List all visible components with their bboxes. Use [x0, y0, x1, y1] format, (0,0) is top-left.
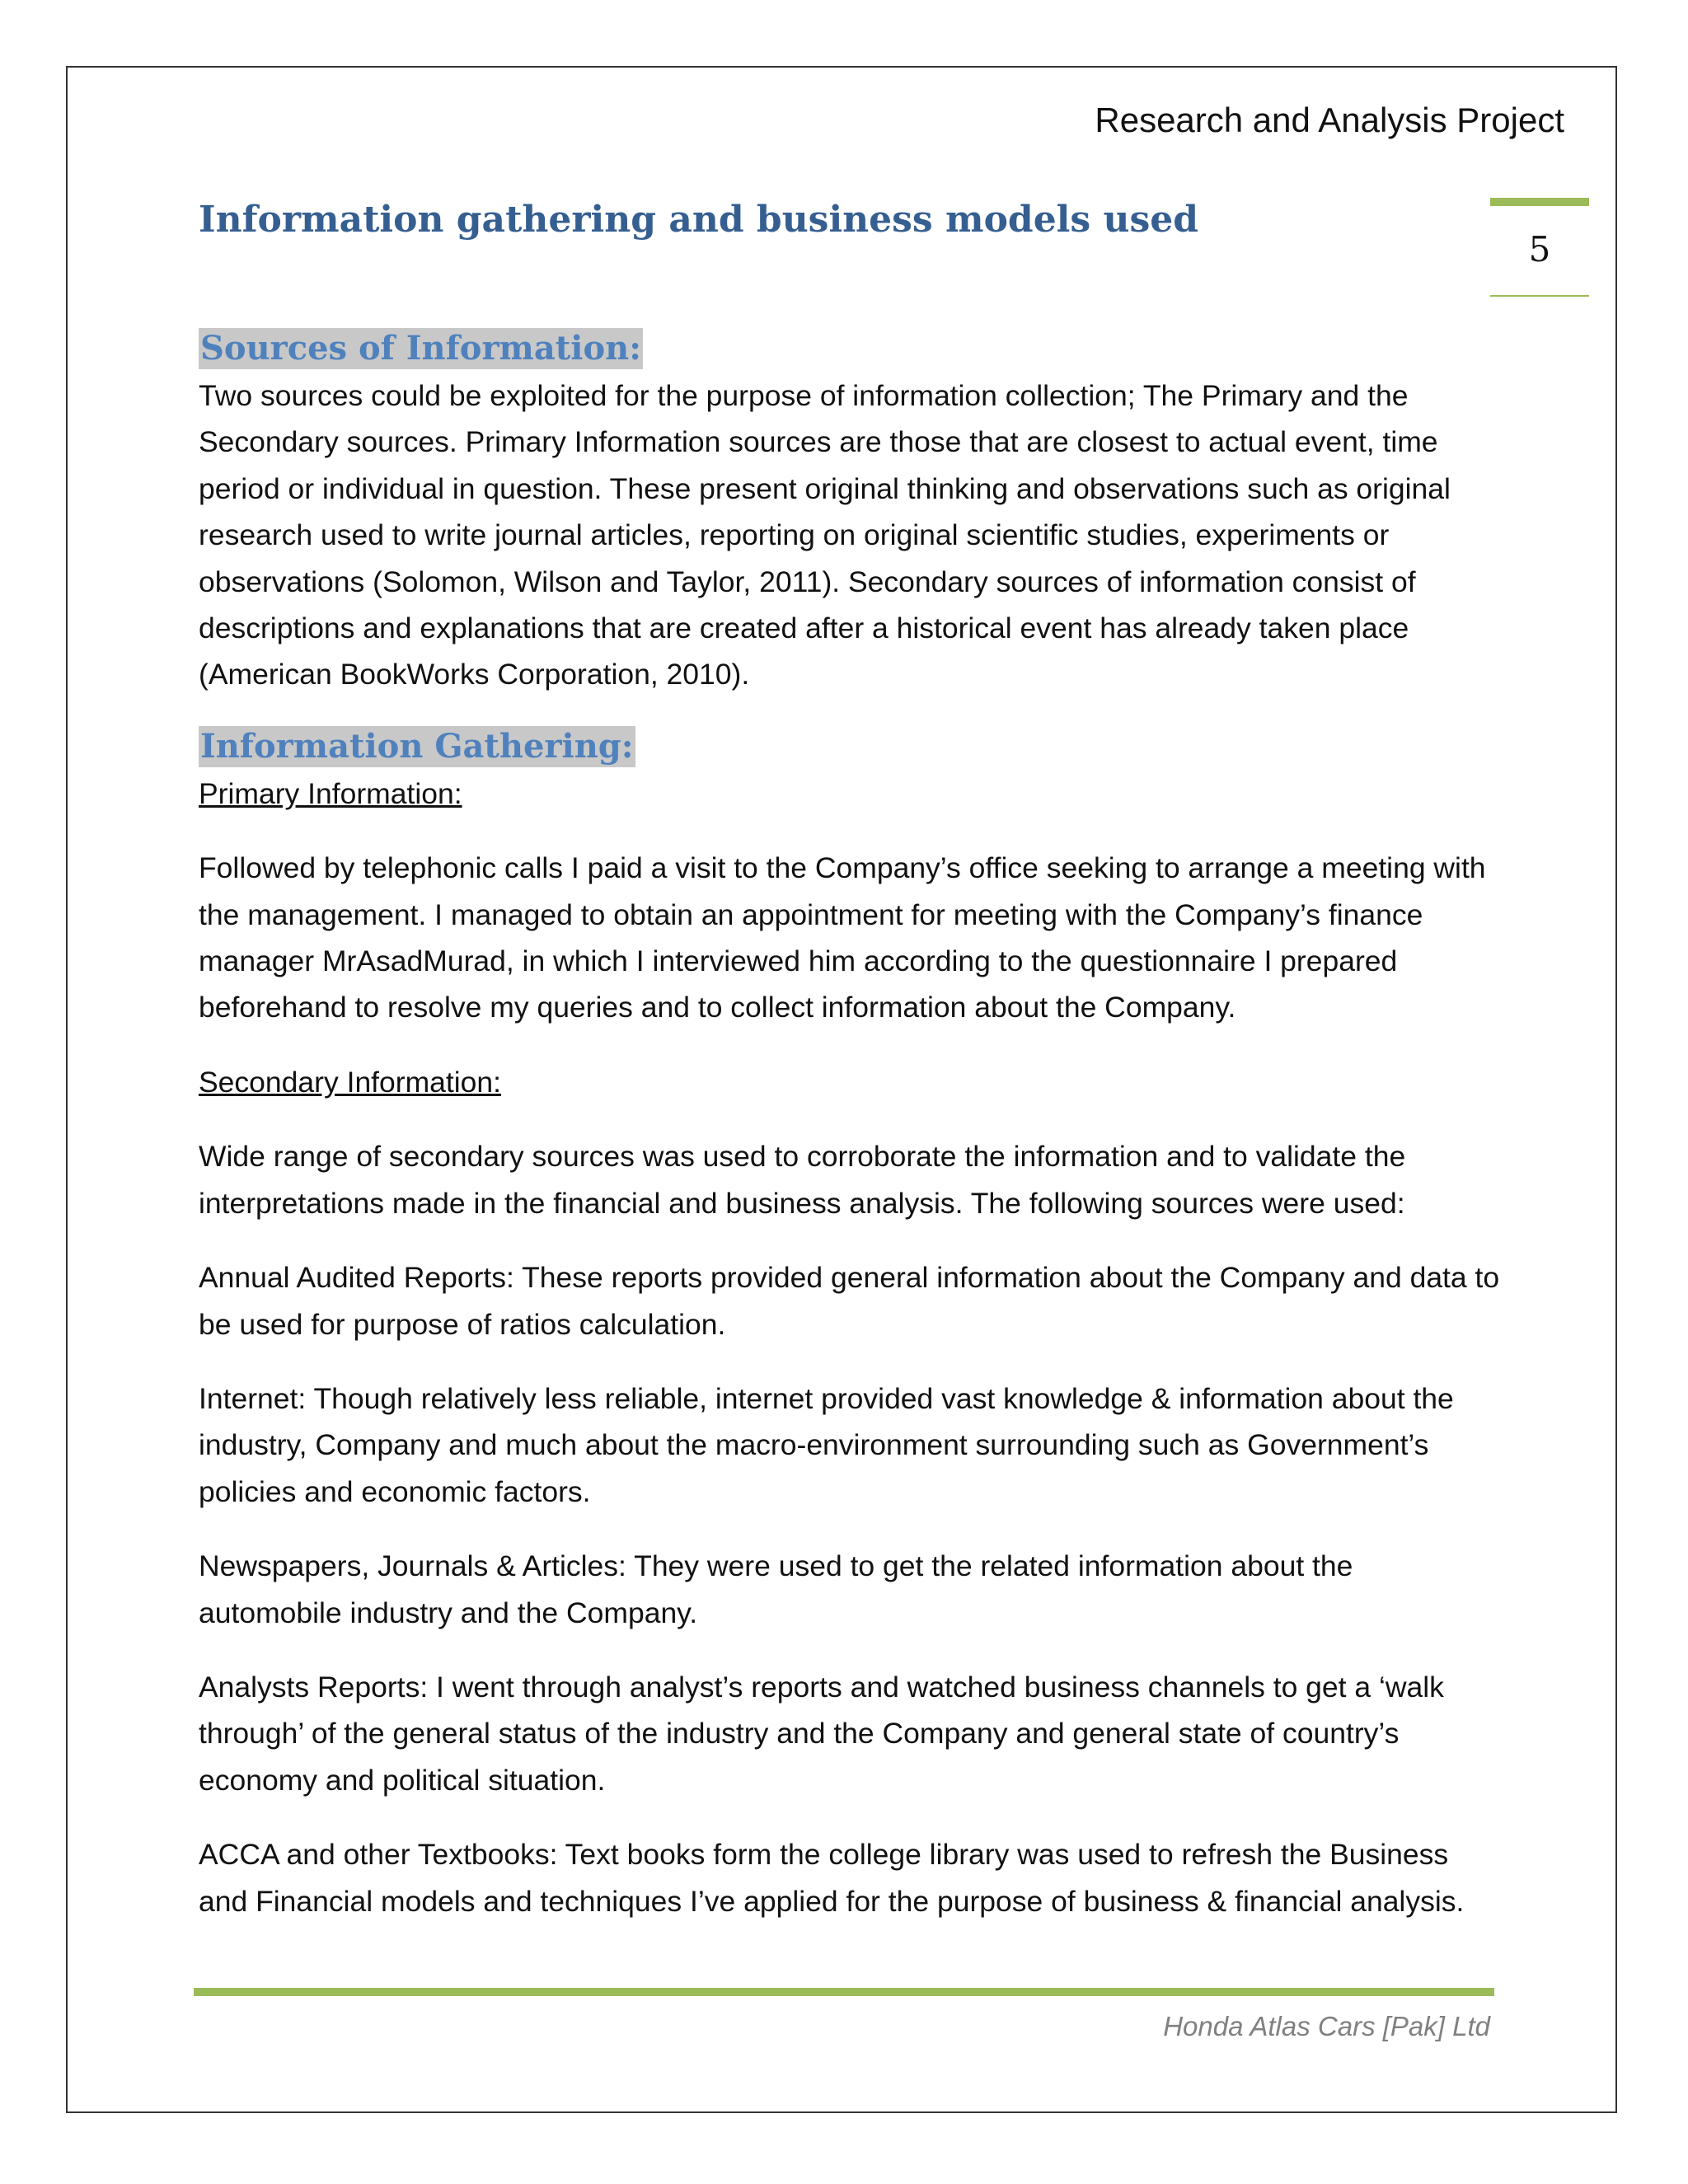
footer-rule — [194, 1988, 1494, 1996]
footer-company-name: Honda Atlas Cars [Pak] Ltd — [1163, 2011, 1490, 2041]
primary-subheading: Primary Information: — [199, 776, 462, 810]
gathering-heading: Information Gathering: — [200, 726, 634, 766]
document-title: Information gathering and business models used — [199, 199, 1199, 241]
source-annual-reports: Annual Audited Reports: These reports provided general information about the Company and data to be used for purpose of ratios calculation. — [199, 1261, 1500, 1341]
sources-heading: Sources of Information: — [200, 329, 641, 368]
secondary-subheading: Secondary Information: — [199, 1065, 502, 1099]
page-number-bottom-rule — [1490, 295, 1589, 297]
source-internet: Internet: Though relatively less reliable, internet provided vast knowledge & information about the industry, Company and much about the macro-environment surrounding such as Government’s policies and economic factors. — [199, 1381, 1454, 1508]
page-number-top-bar — [1490, 198, 1589, 206]
running-header: Research and Analysis Project — [1095, 101, 1564, 139]
source-newspapers: Newspapers, Journals & Articles: They were used to get the related information about the automobile industry and the Company. — [199, 1549, 1353, 1629]
page-number-block — [1490, 198, 1589, 297]
page-number: 5 — [1528, 229, 1551, 269]
source-textbooks: ACCA and other Textbooks: Text books form the college library was used to refresh the Business and Financial models and techniques I’ve applied for the purpose of business & financial analysis. — [199, 1838, 1465, 1918]
source-analyst-reports: Analysts Reports: I went through analyst’s reports and watched business channels to get a ‘walk through’ of the general status of the industry and the Company and general state of country’s economy and political situation. — [199, 1670, 1444, 1797]
primary-paragraph: Followed by telephonic calls I paid a visit to the Company’s office seeking to arrange a meeting with the management. I managed to obtain an appointment for meeting with the Company’s finance manager MrAsadMurad, in which I interviewed him according to the questionnaire I prepared beforehand to resolve my queries and to collect information about the Company. — [199, 851, 1486, 1024]
sources-paragraph: Two sources could be exploited for the purpose of information collection; The Primary and the Secondary sources. Primary Information sources are those that are closest to actual event, time period or individual in question. These present original thinking and observations such as original research used to write journal articles, reporting on original scientific studies, experiments or observations (Solomon, Wilson and Taylor, 2011). Secondary sources of information consist of descriptions and explanations that are created after a historical event has already taken place (American BookWorks Corporation, 2010). — [199, 379, 1451, 691]
document-body — [199, 191, 1501, 1924]
secondary-paragraph: Wide range of secondary sources was used to corroborate the information and to validate the interpretations made in the financial and business analysis. The following sources were used: — [199, 1140, 1406, 1220]
